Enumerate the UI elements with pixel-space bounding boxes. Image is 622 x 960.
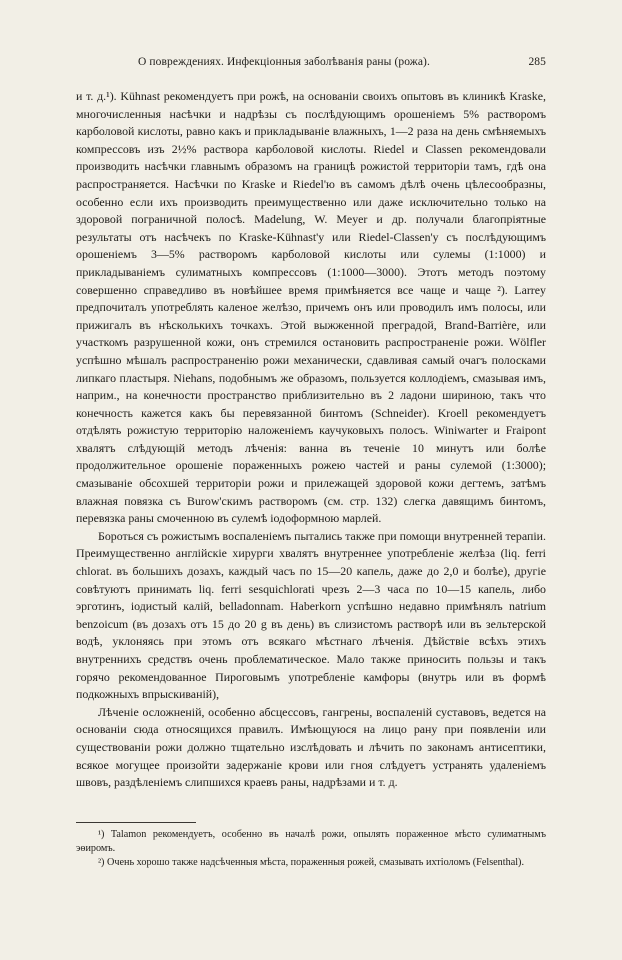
running-title: О повреждениях. Инфекціонныя заболѣванія раны (рожа). xyxy=(138,56,430,68)
paragraph-3: Лѣченіе осложненій, особенно абсцессовъ, гангрены, воспаленій суставовъ, ведется на основаніи сюда относящихся правилъ. Имѣющуюся на лицо рану при появленіи или существованіи рожи должно тщательно изслѣдовать и лѣчить по законамъ антисептики, всякое могущее произойти задержаніе крови или гноя слѣдуетъ устранять удаленіемъ швовъ, раздѣленіемъ слипшихся краевъ раны, надрѣзами и т. д. xyxy=(76,704,546,790)
footnote-rule xyxy=(76,822,196,823)
footnote-2: ²) Очень хорошо также надсѣченныя мѣста, пораженныя рожей, смазывать ихтіоломъ (Felsenthal). xyxy=(98,857,524,868)
footnotes xyxy=(76,828,546,870)
footnote-1: ¹) Talamon рекомендуетъ, особенно въ началѣ рожи, опылять пораженное мѣсто сулиматнымъ эѳиромъ. xyxy=(76,829,546,854)
page-number: 285 xyxy=(528,56,546,68)
paragraph-2: Бороться съ рожистымъ воспаленіемъ пытались также при помощи внутренней терапіи. Преимущественно англійскіе хирурги хвалятъ внутреннее употребленіе желѣза (liq. ferri chlorat. въ большихъ дозахъ, каждый часъ по 15—20 капель, даже до 2,0 и болѣе), другіе совѣтуютъ принимать liq. ferri sesquichlorati чрезъ 2—3 часа по 10—15 капель, либо эрготинъ, іодистый калій, belladonnam. Haberkorn успѣшно недавно примѣнялъ natrium benzoicum (въ дозахъ отъ 15 до 20 g въ день) въ слизистомъ растворѣ или въ зельтерской водѣ, уклоняясь при этомъ отъ всякаго мѣстнаго лѣченія. Дѣйствіе всѣхъ этихъ внутреннихъ средствъ очень проблематическое. Мало также приносить пользы и такъ горячо рекомендованное Пироговымъ употребленіе камфоры (внутрь или въ формѣ подкожныхъ впрыскиваній), xyxy=(76,528,546,702)
paragraph-1: и т. д.¹). Kühnast рекомендуетъ при рожѣ, на основаніи своихъ опытовъ въ клиникѣ Kraske, многочисленныя насѣчки и надрѣзы съ послѣдующимъ орошеніемъ 5% растворомъ карболовой кислоты, равно какъ и прикладываніе влажныхъ, 1—2 раза на день смѣняемыхъ компрессовъ изъ 2½% раствора карболовой кислоты. Riedel и Classen рекомендовали производить насѣчки главнымъ образомъ на границѣ рожистой территоріи тамъ, гдѣ она распространяется. Насѣчки по Kraske и Riedel'ю въ самомъ дѣлѣ очень цѣлесообразны, особенно если ихъ производить преимущественно или даже исключительно только на здоровой пограничной полосѣ. Madelung, W. Meyer и др. получали благопріятные результаты отъ насѣчекъ по Kraske-Kühnast'у или Riedel-Classen'у съ послѣдующимъ орошеніемъ 3—5% растворомъ карболовой кислоты или сулемы (1:1000) и прикладываніемъ сулиматныхъ компрессовъ (1:1000—3000). Этотъ методъ поэтому совершенно справедливо въ новѣйшее время примѣняется все чаще и чаще ²). Larrey предпочиталъ употреблять каленое желѣзо, причемъ онъ или проводилъ имъ полосы, или прижигалъ въ нѣсколькихъ точкахъ. Этой выжженной преградой, Brand-Barrière, или участкомъ разрушенной кожи, онъ стремился остановить распространеніе рожи. Wölfler успѣшно мѣшалъ распространенію рожи механически, сдавливая самый очагъ полосками липкаго пластыря. Niehans, подобнымъ же образомъ, пользуется коллодіемъ, смазывая имъ, наприм., на конечности пространство приблизительно въ 2 ладони шириною, такъ что конечность кажется какъ бы перевязанной бинтомъ (Schneider). Kroell рекомендуетъ отдѣлять рожистую территорію наложеніемъ каучуковыхъ полосъ. Winiwarter и Fraipont хвалятъ слѣдующій методъ лѣченія: ванна въ теченіе 10 минутъ или болѣе продолжительное орошеніе пораженныхъ рожею частей и раны сулемой (1:3000); смазываніе обсохшей территоріи рожи и прилежащей здоровой кожи дегтемъ, затѣмъ влажная повязка съ Burow'скимъ растворомъ (см. стр. 132) слегка давящимъ бинтомъ, перевязка раны смоченною въ сулемѣ іодоформною марлей. xyxy=(76,89,546,526)
main-text xyxy=(76,88,546,792)
